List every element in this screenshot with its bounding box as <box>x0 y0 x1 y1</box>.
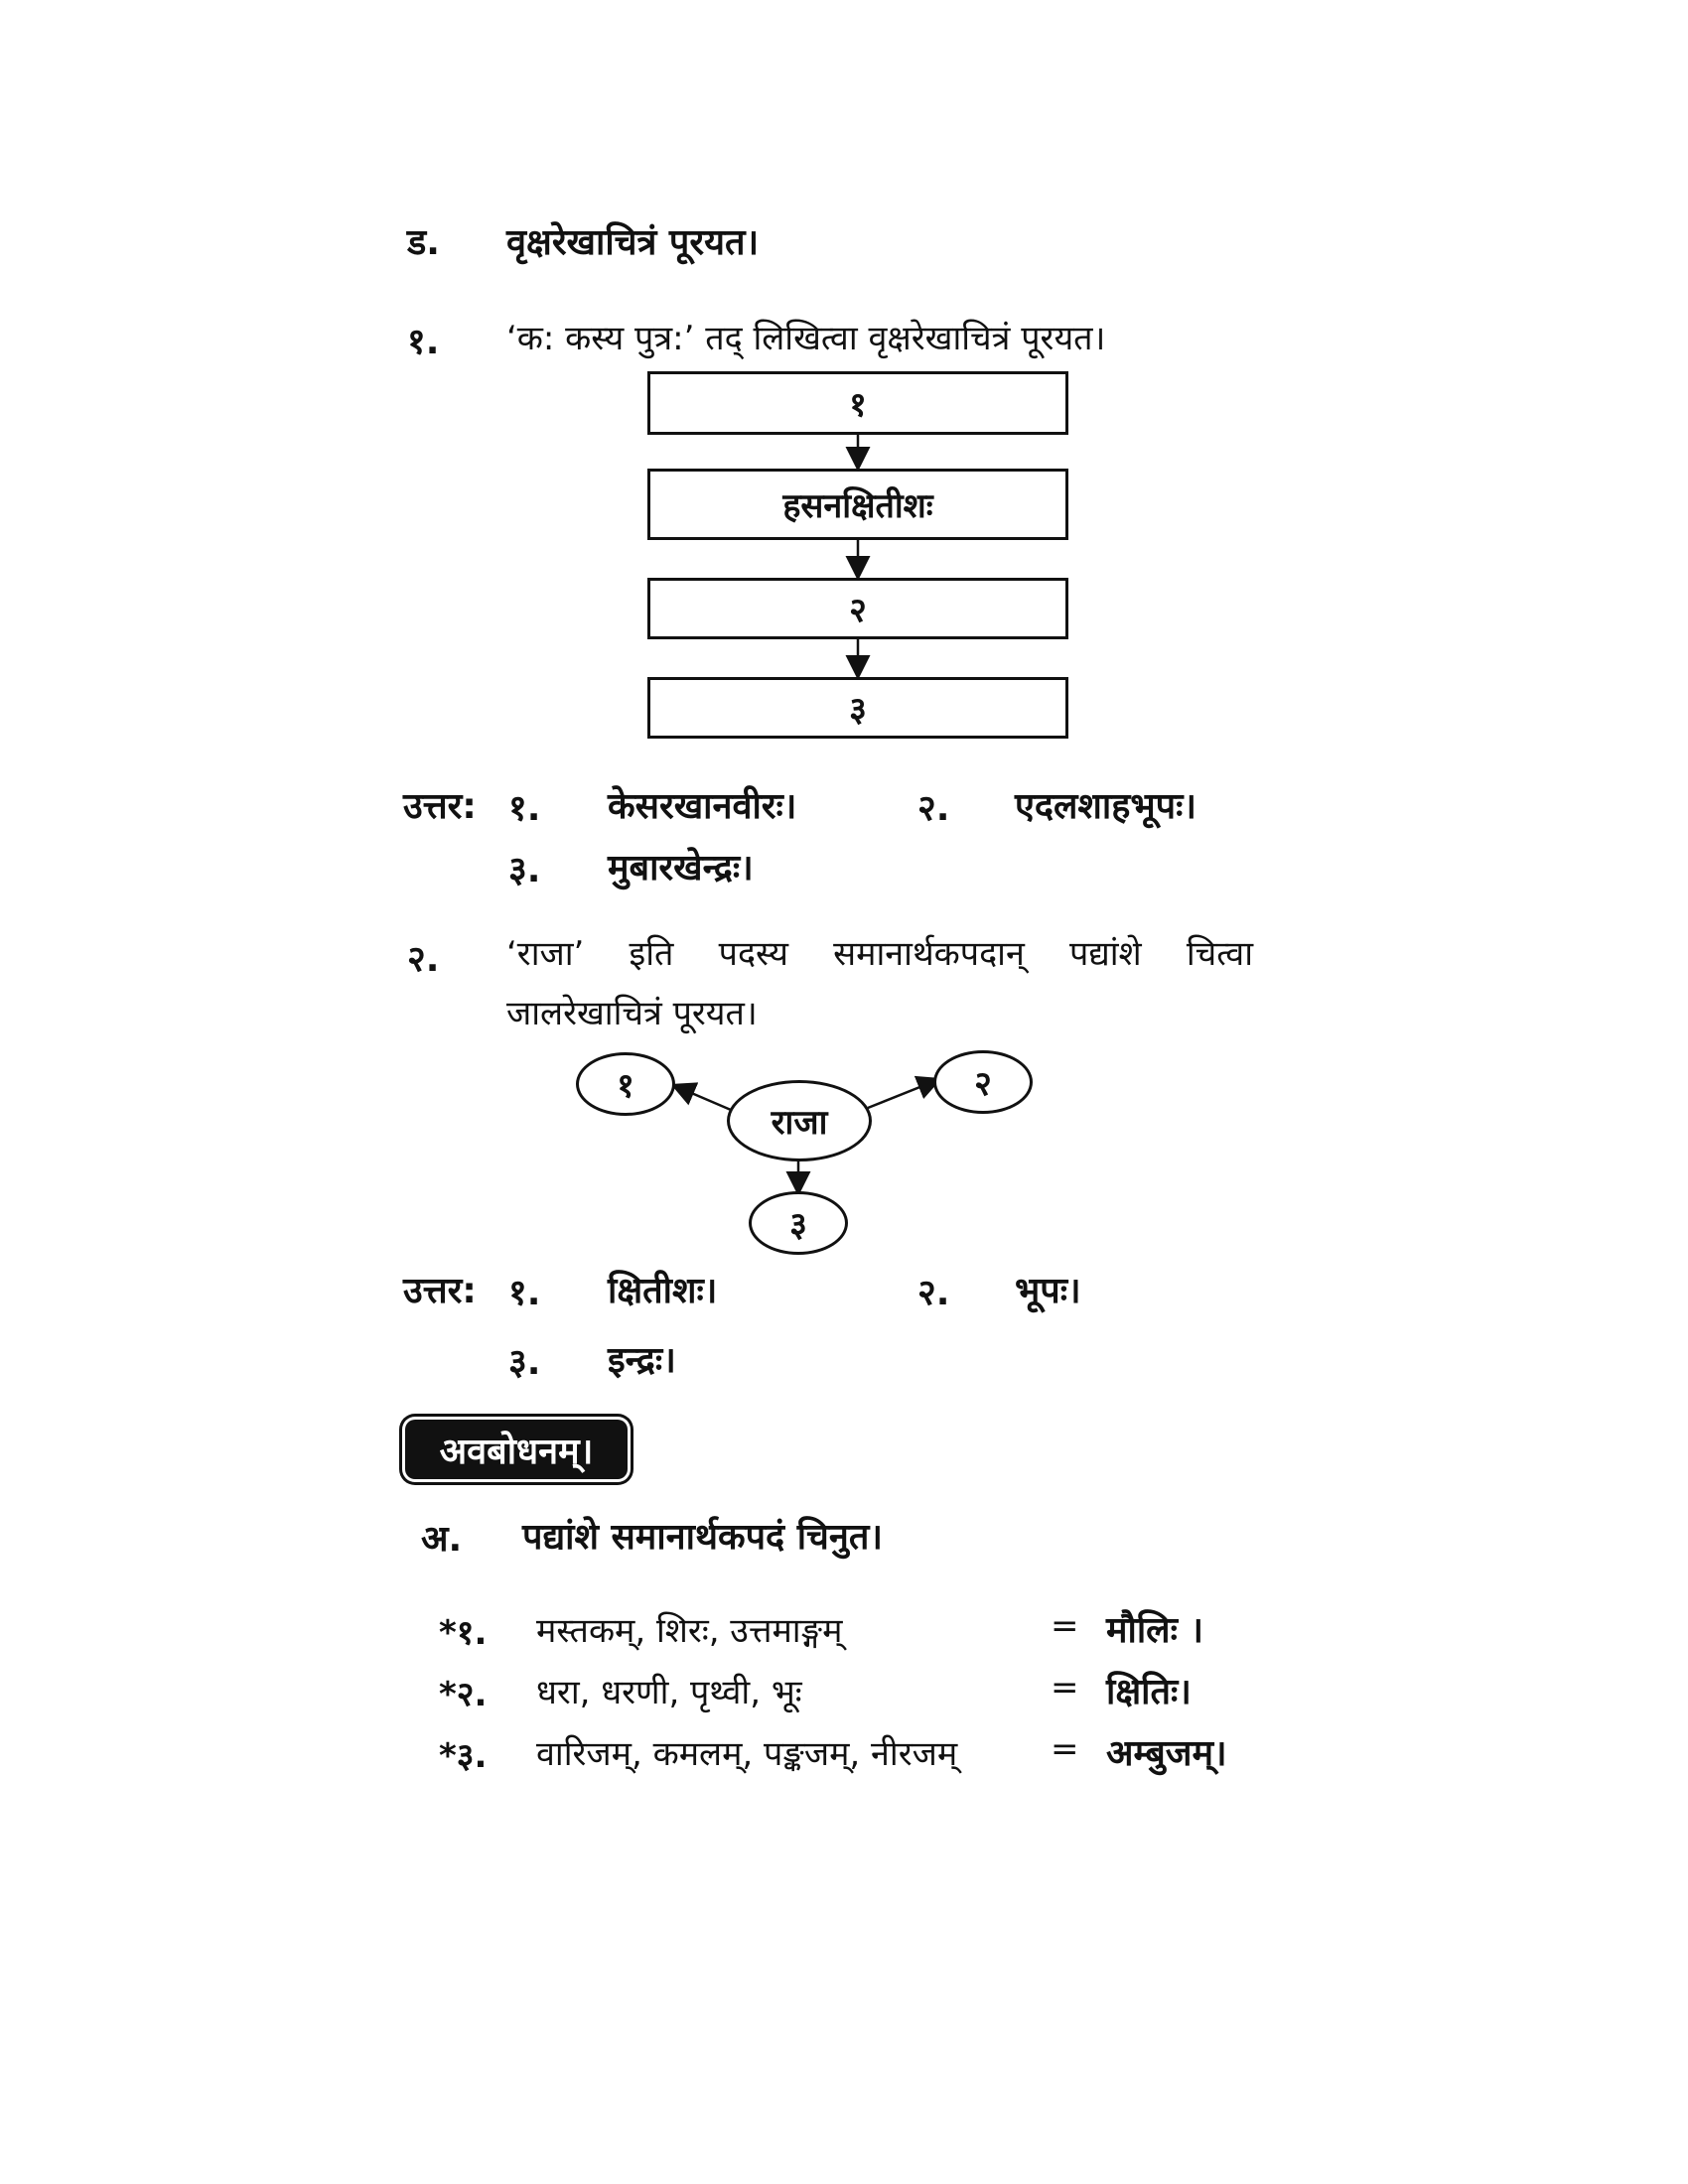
web-arrow-2 <box>868 1080 937 1108</box>
answer2-num-3: ३. <box>508 1342 541 1383</box>
synonym-answer-1: मौलिः । <box>1106 1610 1204 1651</box>
synonym-num-3: *३. <box>439 1736 488 1776</box>
section-a-heading: पद्यांशे समानार्थकपदं चिनुत। <box>522 1517 884 1558</box>
q1-number: १. <box>407 322 440 362</box>
synonym-num-1: *१. <box>439 1613 488 1653</box>
section-d-marker: ड. <box>407 222 440 263</box>
q2-number: २. <box>407 939 440 980</box>
answer2-text-3: इन्द्रः। <box>608 1340 676 1381</box>
synonym-words-3: वारिजम्, कमलम्, पङ्कजम्, नीरजम् <box>536 1734 958 1774</box>
answer1-num-3: ३. <box>508 850 541 890</box>
web-node-2: २ <box>933 1050 1033 1114</box>
section-a-marker: अ. <box>421 1519 463 1560</box>
tree-box-1: १ <box>647 371 1068 435</box>
answer1-num-1: १. <box>508 788 541 829</box>
tree-box-4: ३ <box>647 677 1068 739</box>
web-node-3: ३ <box>749 1191 848 1255</box>
synonym-answer-2: क्षितिः। <box>1106 1672 1192 1712</box>
tree-box-2: हसनक्षितीशः <box>647 469 1068 540</box>
answer1-text-2: एदलशाहभूपः। <box>1015 786 1197 827</box>
synonym-words-2: धरा, धरणी, पृथ्वी, भूः <box>536 1673 802 1712</box>
synonym-answer-3: अम्बुजम्। <box>1106 1733 1227 1774</box>
web-arrow-1 <box>675 1086 731 1110</box>
tree-box-3: २ <box>647 578 1068 639</box>
synonym-num-2: *२. <box>439 1675 488 1714</box>
answer1-num-2: २. <box>917 788 950 829</box>
synonym-eq-1: = <box>1051 1606 1079 1646</box>
synonym-eq-2: = <box>1051 1668 1079 1707</box>
synonym-eq-3: = <box>1051 1729 1079 1769</box>
q2-text-line2: जालरेखाचित्रं पूरयत। <box>506 994 758 1033</box>
answer2-num-2: २. <box>917 1273 950 1313</box>
q1-text: ‘क: कस्य पुत्र:’ तद् लिखित्वा वृक्षरेखाचित्रं पूरयत। <box>506 319 1106 358</box>
web-node-1: १ <box>576 1052 675 1116</box>
q2-text-line1: ‘राजा’ इति पदस्य समानार्थकपदान् पद्यांशे चित्वा <box>506 934 1253 974</box>
answer2-label: उत्तर: <box>403 1271 477 1311</box>
answer1-text-1: केसरखानवीरः। <box>608 786 797 827</box>
answer2-text-2: भूपः। <box>1015 1271 1081 1311</box>
answer2-text-1: क्षितीशः। <box>608 1271 718 1311</box>
answer1-label: उत्तर: <box>403 786 477 827</box>
section-d-heading: वृक्षरेखाचित्रं पूरयत। <box>506 222 760 263</box>
answer1-text-3: मुबारखेन्द्रः। <box>608 848 754 888</box>
answer2-num-1: १. <box>508 1273 541 1313</box>
web-center: राजा <box>727 1080 872 1161</box>
avabodhanam-badge: अवबोधनम्। <box>405 1420 628 1479</box>
synonym-words-1: मस्तकम्, शिरः, उत्तमाङ्गम् <box>536 1611 843 1651</box>
